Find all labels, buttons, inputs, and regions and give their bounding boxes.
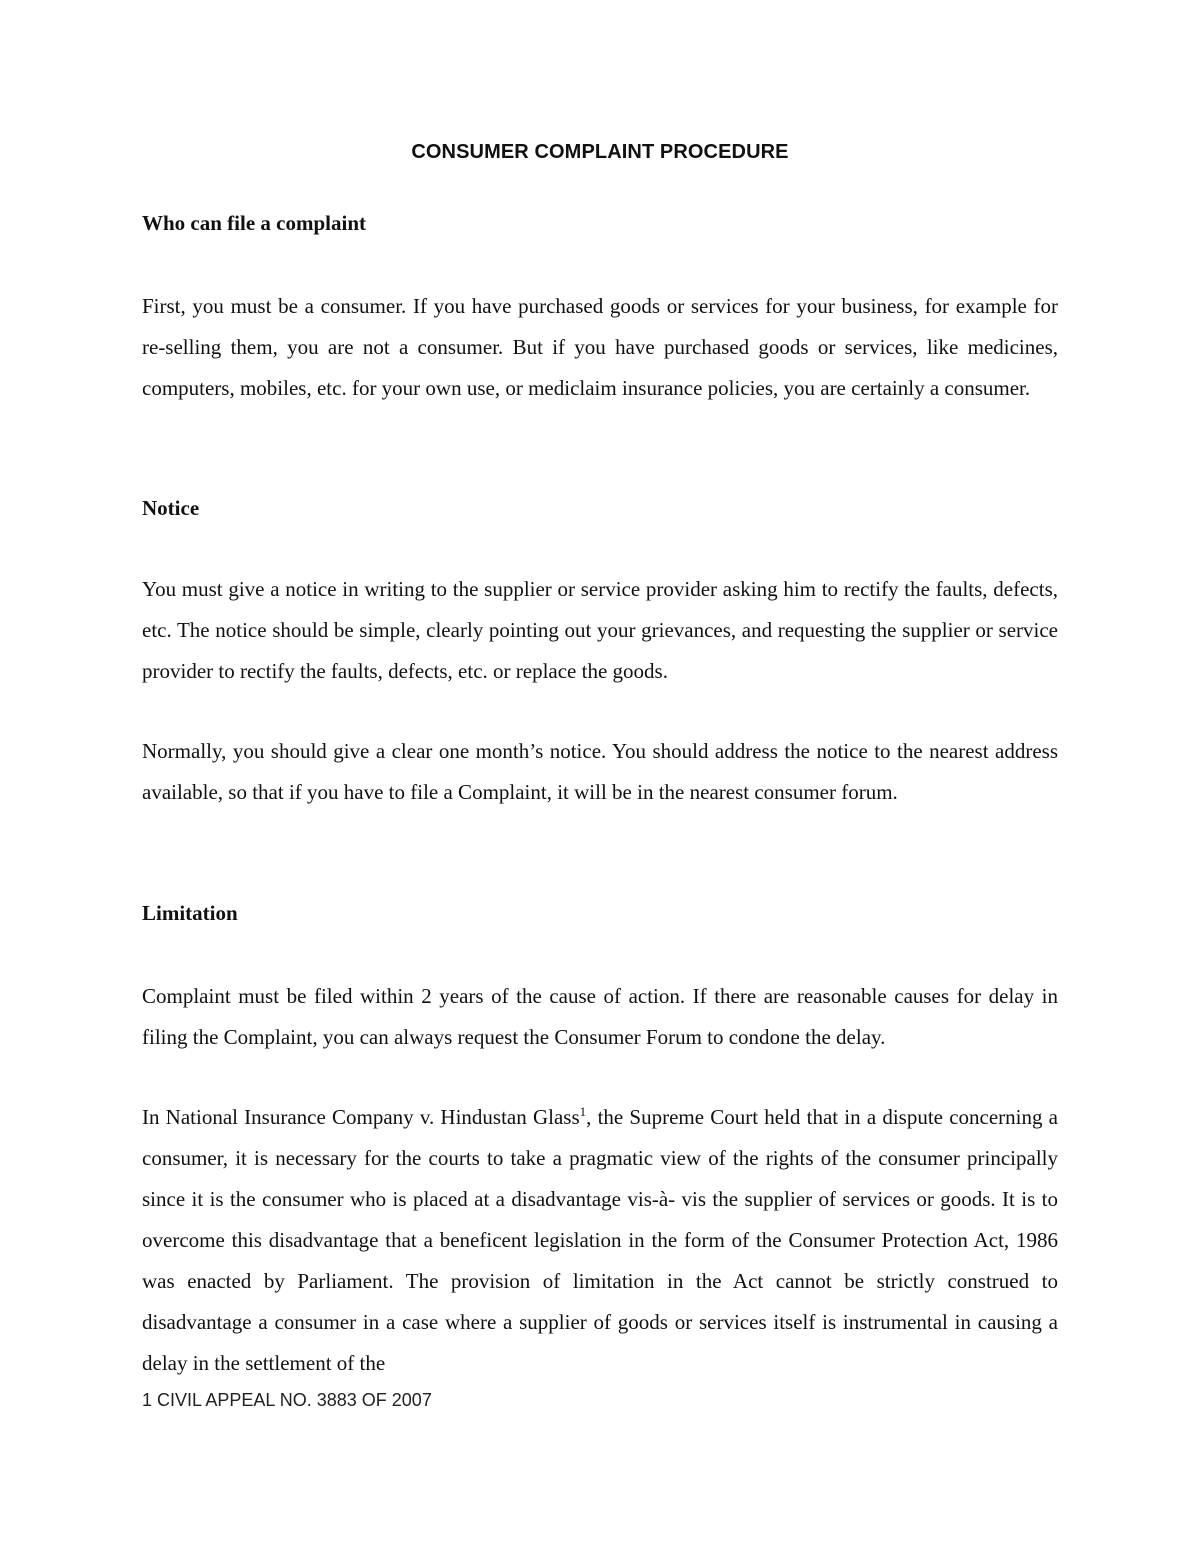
document-title: CONSUMER COMPLAINT PROCEDURE <box>411 141 789 163</box>
section-heading-who-can-file: Who can file a complaint <box>142 211 366 235</box>
case-holding-text: , the Supreme Court held that in a dispute concerning a consumer, it is necessary for the courts to take a pragmatic view of the rights of the consumer principally since it is the consumer who is placed at a disadvantage vis-à- vis the supplier of services or goods. It is to overcome this disadvantage that a beneficent legislation in the form of the Consumer Protection Act, 1986 was enacted by Parliament. The provision of limitation in the Act cannot be strictly construed to disadvantage a consumer in a case where a supplier of goods or services itself is instrumental in causing a delay in the settlement of the <box>142 1105 1059 1375</box>
footnote: 1 CIVIL APPEAL NO. 3883 OF 2007 <box>142 1390 432 1410</box>
paragraph-notice-2: Normally, you should give a clear one month’s notice. You should address the notice to the nearest address available, so that if you have to file a Complaint, it will be in the nearest consumer forum. <box>142 739 1058 804</box>
section-heading-notice: Notice <box>142 496 200 520</box>
paragraph-who-can-file: First, you must be a consumer. If you have purchased goods or services for your business, for example for re-selling them, you are not a consumer. But if you have purchased goods or services, like medicines, computers, mobiles, etc. for your own use, or mediclaim insurance policies, you are certainly a consumer. <box>142 294 1058 400</box>
paragraph-limitation-1: Complaint must be filed within 2 years of the cause of action. If there are reasonable causes for delay in filing the Complaint, you can always request the Consumer Forum to condone the delay. <box>142 984 1058 1049</box>
section-heading-limitation: Limitation <box>142 901 238 925</box>
case-citation-text: In National Insurance Company v. Hindustan Glass <box>142 1105 580 1129</box>
paragraph-notice-1: You must give a notice in writing to the supplier or service provider asking him to rectify the faults, defects, etc. The notice should be simple, clearly pointing out your grievances, and requesting the supplier or service provider to rectify the faults, defects, etc. or replace the goods. <box>142 577 1058 683</box>
footnote-reference-mark[interactable]: 1 <box>579 1104 587 1119</box>
paragraph-limitation-2 <box>142 1097 1058 1384</box>
